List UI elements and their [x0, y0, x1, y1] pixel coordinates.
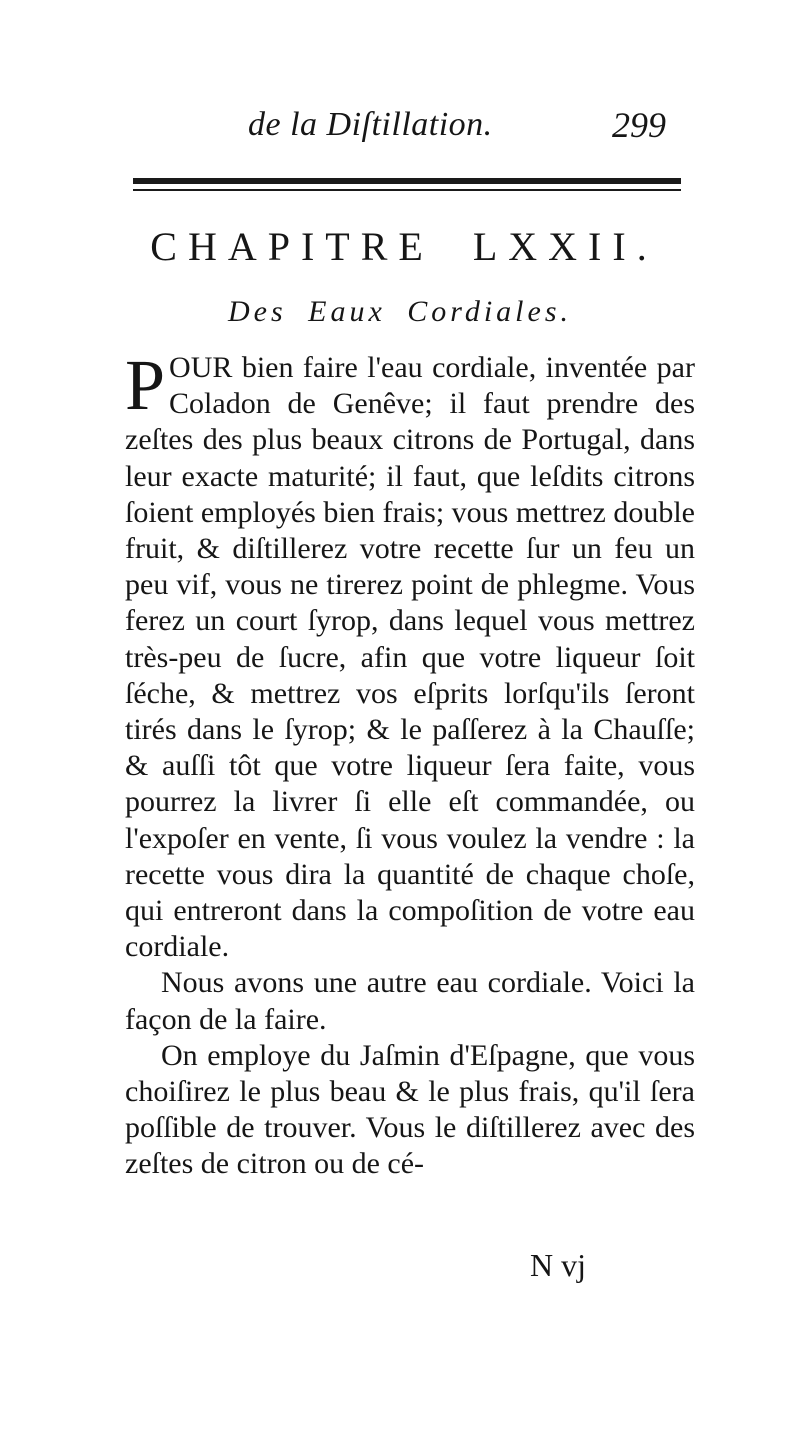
page-number: 299 — [612, 105, 666, 145]
paragraph-2: Nous avons une autre eau cordiale. Voici la façon de la faire. — [125, 966, 695, 1036]
running-title: de la Diſtillation. — [248, 106, 493, 143]
header-rule-thick — [133, 178, 681, 184]
paragraph-3: On employe du Jaſmin d'Eſpagne, que vous choiſirez le plus beau & le plus frais, qu'il ſera poſſible de trouver. Vous le diſtillerez avec des zeſtes de citron ou de cé- — [125, 1038, 695, 1181]
chapter-heading: CHAPITRE LXXII. — [150, 224, 658, 269]
drop-cap: P — [125, 345, 166, 425]
paragraph-1 — [125, 345, 695, 965]
running-header — [0, 100, 800, 150]
chapter-title: Des Eaux Cordiales. — [227, 295, 573, 328]
body-text — [125, 345, 695, 1183]
header-rule-thin — [133, 189, 681, 191]
signature-mark: N vj — [530, 1247, 586, 1283]
paragraph-1-text: OUR bien faire l'eau cordiale, inventée par Coladon de Genêve; il faut prendre des zeſtes des plus beaux citrons de Portugal, dans leur exacte maturité; il faut, que leſdits citrons ſoient employés bien frais; vous mettrez double fruit, & diſtillerez votre recette ſur un feu un peu vif, vous ne tirerez point de phlegme. Vous ferez un court ſyrop, dans lequel vous mettrez très-peu de ſucre, afin que votre liqueur ſoit ſéche, & mettrez vos eſprits lorſqu'ils ſeront tirés dans le ſyrop; & le paſſerez à la Chauſſe; & auſſi tôt que votre liqueur ſera faite, vous pourrez la livrer ſi elle eſt commandée, ou l'expoſer en vente, ſi vous voulez la vendre : la recette vous dira la quantité de chaque choſe, qui entreront dans la compoſition de votre eau cordiale. — [125, 351, 695, 964]
